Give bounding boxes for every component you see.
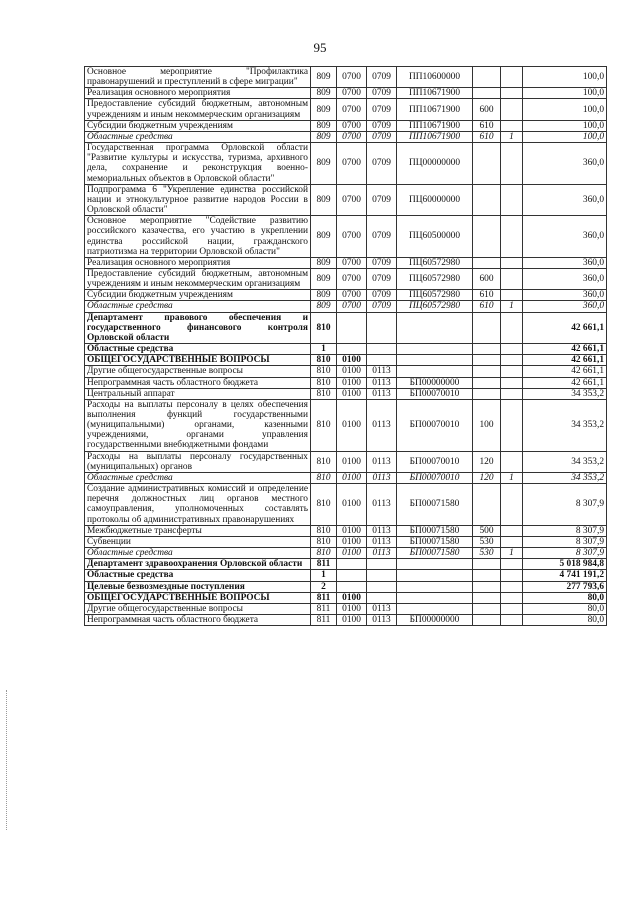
subsection-code <box>367 344 397 355</box>
subsection-code: 0709 <box>367 131 397 142</box>
section-code: 0700 <box>337 99 367 120</box>
amount: 34 353,2 <box>523 399 607 451</box>
budget-item-name: Другие общегосударственные вопросы <box>85 603 311 614</box>
amount: 360,0 <box>523 290 607 301</box>
expense-type-code <box>473 570 501 581</box>
funding-source-code <box>501 388 523 399</box>
target-article-code: ПП10671900 <box>397 88 473 99</box>
subsection-code: 0113 <box>367 484 397 526</box>
budget-item-name: Субвенции <box>85 536 311 547</box>
budget-item-name: Государственная программа Орловской области "Развитие культуры и искусства, туризма, архивного дела, сохранение и реконструкция военно-мемориальных объектов в Орловской области" <box>85 143 311 185</box>
subsection-code: 0113 <box>367 366 397 377</box>
table-row <box>85 581 607 592</box>
table-row <box>85 570 607 581</box>
funding-source-code <box>501 216 523 258</box>
grbs-code: 810 <box>311 525 337 536</box>
section-code: 0700 <box>337 301 367 312</box>
funding-source-code <box>501 525 523 536</box>
expense-type-code <box>473 581 501 592</box>
grbs-code: 809 <box>311 67 337 88</box>
expense-type-code <box>473 355 501 366</box>
funding-source-code <box>501 399 523 451</box>
funding-source-code: 1 <box>501 548 523 559</box>
amount: 80,0 <box>523 614 607 625</box>
expense-type-code: 120 <box>473 451 501 472</box>
subsection-code: 0113 <box>367 377 397 388</box>
budget-item-name: Реализация основного мероприятия <box>85 88 311 99</box>
budget-item-name: Департамент правового обеспечения и государственного финансового контроля Орловской области <box>85 312 311 343</box>
grbs-code: 810 <box>311 536 337 547</box>
section-code: 0100 <box>337 388 367 399</box>
section-code: 0700 <box>337 290 367 301</box>
expense-type-code <box>473 484 501 526</box>
table-row <box>85 257 607 268</box>
target-article-code: ПЦ60000000 <box>397 184 473 215</box>
grbs-code: 2 <box>311 581 337 592</box>
grbs-code: 811 <box>311 592 337 603</box>
section-code: 0100 <box>337 377 367 388</box>
budget-item-name: Расходы на выплаты персоналу в целях обеспечения выполнения функций государственными (муниципальными) органами, казенными учреждениями, органами управления государственными внебюджетными фондами <box>85 399 311 451</box>
target-article-code: БП00071580 <box>397 548 473 559</box>
funding-source-code <box>501 592 523 603</box>
expense-type-code <box>473 603 501 614</box>
budget-item-name: Подпрограмма 6 "Укрепление единства российской нации и этнокультурное развитие народов России в Орловской области" <box>85 184 311 215</box>
budget-item-name: Другие общегосударственные вопросы <box>85 366 311 377</box>
subsection-code <box>367 570 397 581</box>
amount: 8 307,9 <box>523 548 607 559</box>
section-code <box>337 312 367 343</box>
grbs-code: 809 <box>311 99 337 120</box>
target-article-code: ПЦ60500000 <box>397 216 473 258</box>
table-row <box>85 603 607 614</box>
funding-source-code <box>501 143 523 185</box>
funding-source-code <box>501 257 523 268</box>
target-article-code: ПЦ00000000 <box>397 143 473 185</box>
expense-type-code: 120 <box>473 472 501 483</box>
target-article-code: ПП10671900 <box>397 120 473 131</box>
funding-source-code: 1 <box>501 472 523 483</box>
expense-type-code <box>473 257 501 268</box>
table-row <box>85 451 607 472</box>
grbs-code: 809 <box>311 143 337 185</box>
subsection-code <box>367 355 397 366</box>
table-row <box>85 99 607 120</box>
expense-type-code <box>473 184 501 215</box>
section-code: 0700 <box>337 120 367 131</box>
expense-type-code <box>473 366 501 377</box>
table-row <box>85 290 607 301</box>
table-row <box>85 67 607 88</box>
amount: 360,0 <box>523 184 607 215</box>
expense-type-code <box>473 312 501 343</box>
expense-type-code <box>473 614 501 625</box>
target-article-code <box>397 344 473 355</box>
budget-item-name: ОБЩЕГОСУДАРСТВЕННЫЕ ВОПРОСЫ <box>85 592 311 603</box>
grbs-code: 1 <box>311 344 337 355</box>
grbs-code: 809 <box>311 268 337 289</box>
subsection-code <box>367 592 397 603</box>
section-code: 0700 <box>337 257 367 268</box>
subsection-code: 0113 <box>367 472 397 483</box>
section-code: 0100 <box>337 603 367 614</box>
budget-item-name: Создание административных комиссий и определение перечня должностных лиц органов местного самоуправления, уполномоченных составлять протоколы об административных правонарушениях <box>85 484 311 526</box>
section-code: 0100 <box>337 592 367 603</box>
funding-source-code <box>501 536 523 547</box>
expense-type-code <box>473 388 501 399</box>
grbs-code: 811 <box>311 614 337 625</box>
table-row <box>85 131 607 142</box>
expense-type-code <box>473 559 501 570</box>
table-row <box>85 312 607 343</box>
target-article-code: ПЦ60572980 <box>397 301 473 312</box>
budget-item-name: Межбюджетные трансферты <box>85 525 311 536</box>
amount: 42 661,1 <box>523 344 607 355</box>
expense-type-code: 600 <box>473 268 501 289</box>
budget-item-name: Непрограммная часть областного бюджета <box>85 377 311 388</box>
amount: 360,0 <box>523 268 607 289</box>
amount: 42 661,1 <box>523 366 607 377</box>
page-number: 95 <box>313 40 327 55</box>
table-row <box>85 525 607 536</box>
table-row <box>85 120 607 131</box>
expense-type-code <box>473 67 501 88</box>
subsection-code: 0709 <box>367 184 397 215</box>
expense-type-code <box>473 216 501 258</box>
grbs-code: 810 <box>311 388 337 399</box>
amount: 100,0 <box>523 131 607 142</box>
budget-item-name: ОБЩЕГОСУДАРСТВЕННЫЕ ВОПРОСЫ <box>85 355 311 366</box>
budget-item-name: Областные средства <box>85 472 311 483</box>
funding-source-code: 1 <box>501 301 523 312</box>
amount: 42 661,1 <box>523 377 607 388</box>
grbs-code: 810 <box>311 472 337 483</box>
subsection-code: 0709 <box>367 143 397 185</box>
grbs-code: 809 <box>311 216 337 258</box>
section-code: 0700 <box>337 143 367 185</box>
budget-item-name: Областные средства <box>85 301 311 312</box>
subsection-code: 0709 <box>367 257 397 268</box>
grbs-code: 809 <box>311 257 337 268</box>
grbs-code: 809 <box>311 301 337 312</box>
funding-source-code <box>501 290 523 301</box>
amount: 100,0 <box>523 88 607 99</box>
table-row <box>85 366 607 377</box>
expense-type-code: 530 <box>473 548 501 559</box>
amount: 42 661,1 <box>523 312 607 343</box>
funding-source-code <box>501 366 523 377</box>
section-code <box>337 570 367 581</box>
section-code: 0700 <box>337 67 367 88</box>
table-row <box>85 559 607 570</box>
section-code: 0100 <box>337 451 367 472</box>
table-row <box>85 548 607 559</box>
expense-type-code: 100 <box>473 399 501 451</box>
table-row <box>85 388 607 399</box>
funding-source-code <box>501 614 523 625</box>
table-row <box>85 472 607 483</box>
amount: 34 353,2 <box>523 388 607 399</box>
table-row <box>85 268 607 289</box>
subsection-code: 0709 <box>367 67 397 88</box>
budget-item-name: Центральный аппарат <box>85 388 311 399</box>
amount: 8 307,9 <box>523 484 607 526</box>
subsection-code: 0113 <box>367 614 397 625</box>
budget-item-name: Основное мероприятие "Содействие развитию российского казачества, его участию в укреплении единства российской нации, гражданского патриотизма на территории Орловской области" <box>85 216 311 258</box>
grbs-code: 809 <box>311 290 337 301</box>
table-row <box>85 399 607 451</box>
section-code: 0100 <box>337 399 367 451</box>
expense-type-code <box>473 344 501 355</box>
subsection-code: 0113 <box>367 388 397 399</box>
funding-source-code <box>501 603 523 614</box>
grbs-code: 809 <box>311 120 337 131</box>
section-code: 0700 <box>337 131 367 142</box>
target-article-code: ПП10600000 <box>397 67 473 88</box>
target-article-code: ПЦ60572980 <box>397 290 473 301</box>
section-code: 0700 <box>337 88 367 99</box>
grbs-code: 810 <box>311 312 337 343</box>
table-row <box>85 301 607 312</box>
amount: 277 793,6 <box>523 581 607 592</box>
expense-type-code <box>473 377 501 388</box>
expense-type-code <box>473 143 501 185</box>
budget-item-name: Департамент здравоохранения Орловской области <box>85 559 311 570</box>
amount: 8 307,9 <box>523 525 607 536</box>
funding-source-code <box>501 67 523 88</box>
subsection-code: 0709 <box>367 88 397 99</box>
subsection-code <box>367 581 397 592</box>
amount: 4 741 191,2 <box>523 570 607 581</box>
section-code <box>337 344 367 355</box>
subsection-code: 0113 <box>367 548 397 559</box>
section-code: 0700 <box>337 268 367 289</box>
expense-type-code: 600 <box>473 99 501 120</box>
subsection-code: 0709 <box>367 290 397 301</box>
table-row <box>85 377 607 388</box>
amount: 42 661,1 <box>523 355 607 366</box>
target-article-code: БП00071580 <box>397 525 473 536</box>
table-row <box>85 592 607 603</box>
table-row <box>85 614 607 625</box>
target-article-code <box>397 603 473 614</box>
table-row <box>85 216 607 258</box>
funding-source-code <box>501 484 523 526</box>
subsection-code: 0709 <box>367 120 397 131</box>
budget-item-name: Областные средства <box>85 344 311 355</box>
expense-type-code <box>473 88 501 99</box>
section-code: 0100 <box>337 614 367 625</box>
budget-table <box>84 66 607 626</box>
amount: 8 307,9 <box>523 536 607 547</box>
target-article-code <box>397 559 473 570</box>
amount: 360,0 <box>523 143 607 185</box>
budget-item-name: Субсидии бюджетным учреждениям <box>85 290 311 301</box>
expense-type-code: 610 <box>473 301 501 312</box>
grbs-code: 810 <box>311 366 337 377</box>
budget-item-name: Расходы на выплаты персоналу государственных (муниципальных) органов <box>85 451 311 472</box>
table-row <box>85 355 607 366</box>
budget-item-name: Областные средства <box>85 570 311 581</box>
grbs-code: 811 <box>311 559 337 570</box>
section-code: 0100 <box>337 355 367 366</box>
expense-type-code: 610 <box>473 120 501 131</box>
section-code: 0100 <box>337 525 367 536</box>
table-row <box>85 484 607 526</box>
expense-type-code: 500 <box>473 525 501 536</box>
target-article-code: ПЦ60572980 <box>397 257 473 268</box>
section-code <box>337 581 367 592</box>
budget-table-body <box>85 67 607 626</box>
target-article-code: БП00000000 <box>397 377 473 388</box>
subsection-code: 0709 <box>367 301 397 312</box>
section-code: 0100 <box>337 366 367 377</box>
budget-item-name: Реализация основного мероприятия <box>85 257 311 268</box>
amount: 80,0 <box>523 592 607 603</box>
target-article-code: ПЦ60572980 <box>397 268 473 289</box>
target-article-code <box>397 592 473 603</box>
amount: 34 353,2 <box>523 451 607 472</box>
amount: 360,0 <box>523 257 607 268</box>
target-article-code: ПП10671900 <box>397 131 473 142</box>
amount: 34 353,2 <box>523 472 607 483</box>
funding-source-code <box>501 88 523 99</box>
funding-source-code <box>501 344 523 355</box>
margin-dotted-line <box>6 690 9 830</box>
funding-source-code <box>501 570 523 581</box>
budget-item-name: Предоставление субсидий бюджетным, автономным учреждениям и иным некоммерческим организациям <box>85 268 311 289</box>
budget-item-name: Субсидии бюджетным учреждениям <box>85 120 311 131</box>
subsection-code: 0709 <box>367 216 397 258</box>
expense-type-code: 530 <box>473 536 501 547</box>
amount: 360,0 <box>523 301 607 312</box>
budget-item-name: Предоставление субсидий бюджетным, автономным учреждениям и иным некоммерческим организациям <box>85 99 311 120</box>
target-article-code <box>397 570 473 581</box>
subsection-code: 0709 <box>367 268 397 289</box>
funding-source-code <box>501 355 523 366</box>
funding-source-code <box>501 581 523 592</box>
table-row <box>85 536 607 547</box>
funding-source-code <box>501 99 523 120</box>
subsection-code: 0113 <box>367 536 397 547</box>
section-code: 0700 <box>337 216 367 258</box>
subsection-code: 0113 <box>367 603 397 614</box>
target-article-code <box>397 355 473 366</box>
subsection-code <box>367 312 397 343</box>
amount: 100,0 <box>523 67 607 88</box>
table-row <box>85 184 607 215</box>
budget-item-name: Основное мероприятие "Профилактика правонарушений и преступлений в сфере миграции" <box>85 67 311 88</box>
grbs-code: 810 <box>311 355 337 366</box>
target-article-code: ПП10671900 <box>397 99 473 120</box>
section-code <box>337 559 367 570</box>
section-code: 0100 <box>337 484 367 526</box>
target-article-code: БП00071580 <box>397 536 473 547</box>
expense-type-code <box>473 592 501 603</box>
target-article-code: БП00000000 <box>397 614 473 625</box>
grbs-code: 810 <box>311 484 337 526</box>
grbs-code: 809 <box>311 88 337 99</box>
amount: 100,0 <box>523 120 607 131</box>
subsection-code: 0113 <box>367 451 397 472</box>
grbs-code: 810 <box>311 548 337 559</box>
funding-source-code <box>501 377 523 388</box>
target-article-code <box>397 366 473 377</box>
target-article-code <box>397 581 473 592</box>
budget-item-name: Областные средства <box>85 131 311 142</box>
target-article-code: БП00070010 <box>397 388 473 399</box>
budget-item-name: Непрограммная часть областного бюджета <box>85 614 311 625</box>
funding-source-code <box>501 268 523 289</box>
amount: 360,0 <box>523 216 607 258</box>
table-row <box>85 344 607 355</box>
funding-source-code <box>501 120 523 131</box>
grbs-code: 811 <box>311 603 337 614</box>
expense-type-code: 610 <box>473 131 501 142</box>
section-code: 0100 <box>337 548 367 559</box>
amount: 80,0 <box>523 603 607 614</box>
grbs-code: 1 <box>311 570 337 581</box>
funding-source-code <box>501 312 523 343</box>
subsection-code: 0709 <box>367 99 397 120</box>
grbs-code: 809 <box>311 184 337 215</box>
funding-source-code <box>501 451 523 472</box>
section-code: 0100 <box>337 472 367 483</box>
funding-source-code: 1 <box>501 131 523 142</box>
budget-item-name: Целевые безвозмездные поступления <box>85 581 311 592</box>
section-code: 0100 <box>337 536 367 547</box>
funding-source-code <box>501 184 523 215</box>
subsection-code: 0113 <box>367 525 397 536</box>
subsection-code <box>367 559 397 570</box>
target-article-code: БП00071580 <box>397 484 473 526</box>
target-article-code: БП00070010 <box>397 451 473 472</box>
grbs-code: 810 <box>311 399 337 451</box>
grbs-code: 810 <box>311 451 337 472</box>
target-article-code: БП00070010 <box>397 472 473 483</box>
table-row <box>85 143 607 185</box>
grbs-code: 810 <box>311 377 337 388</box>
table-row <box>85 88 607 99</box>
amount: 5 018 984,8 <box>523 559 607 570</box>
grbs-code: 809 <box>311 131 337 142</box>
budget-item-name: Областные средства <box>85 548 311 559</box>
expense-type-code: 610 <box>473 290 501 301</box>
funding-source-code <box>501 559 523 570</box>
target-article-code <box>397 312 473 343</box>
subsection-code: 0113 <box>367 399 397 451</box>
target-article-code: БП00070010 <box>397 399 473 451</box>
amount: 100,0 <box>523 99 607 120</box>
section-code: 0700 <box>337 184 367 215</box>
